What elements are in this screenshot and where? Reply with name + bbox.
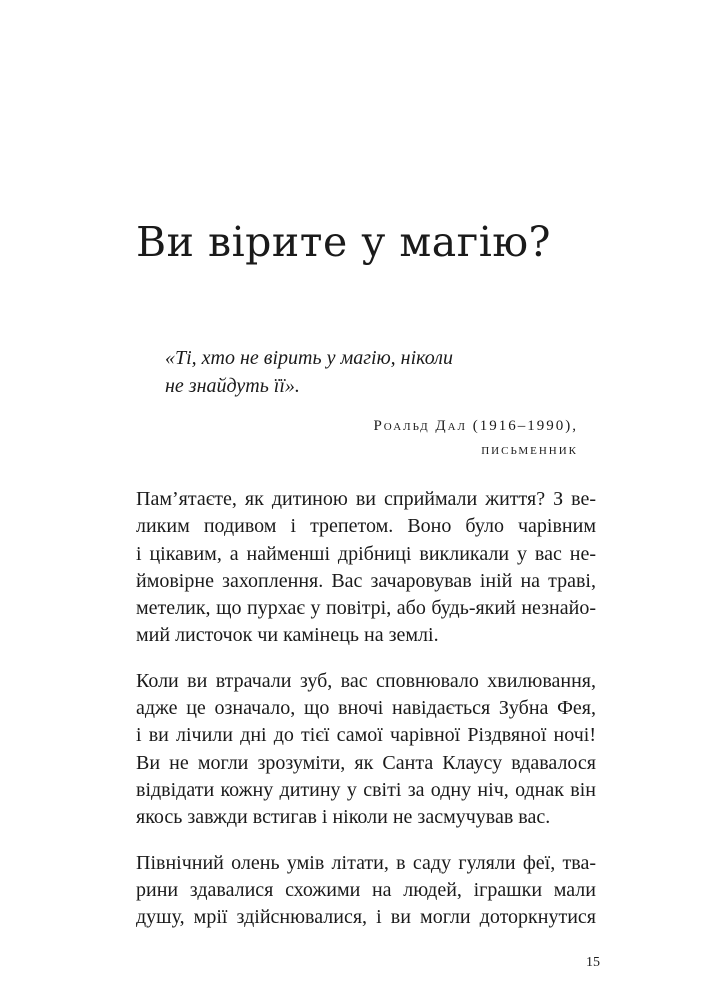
text-line: метелик, що пурхає у повітрі, або будь-який незнайо-	[136, 597, 596, 620]
text-line: якось завжди встигав і ніколи не засмучував вас.	[136, 806, 551, 829]
text-line: Коли ви втрачали зуб, вас сповнювало хвилювання,	[136, 669, 596, 692]
epigraph	[165, 344, 605, 462]
text-line: рини здавалися схожими на людей, іграшки мали	[136, 878, 596, 901]
epigraph-quote-line: «Ті, хто не вірить у магію, ніколи	[165, 347, 453, 369]
text-line: Північний олень умів літати, в саду гуляли феї, тва-	[136, 851, 596, 874]
page-number: 15	[586, 955, 600, 970]
chapter-title: Ви вірите у магію?	[136, 218, 551, 266]
epigraph-author: Роальд Дал (1916–1990),	[373, 418, 578, 434]
body-text	[136, 486, 596, 949]
text-line: адже це означало, що вночі навідається Зубна Фея,	[136, 697, 596, 720]
paragraph	[136, 486, 596, 650]
epigraph-quote	[165, 344, 605, 400]
paragraph	[136, 850, 596, 932]
epigraph-quote-line: не знайдуть її».	[165, 375, 300, 397]
text-line: Пам’ятаєте, як дитиною ви сприймали життя? З ве-	[136, 488, 596, 510]
paragraph	[136, 668, 596, 832]
epigraph-role: письменник	[481, 442, 578, 458]
text-line: ймовірне захоплення. Вас зачаровував іній на траві,	[136, 569, 596, 592]
text-line: душу, мрії здійснювалися, і ви могли доторкнутися	[136, 906, 596, 929]
epigraph-attribution	[288, 414, 578, 462]
text-line: Ви не могли зрозуміти, як Санта Клаусу вдавалося	[136, 751, 596, 774]
text-line: і цікавим, а найменші дрібниці викликали у вас не-	[136, 542, 596, 565]
text-line: ликим подивом і трепетом. Воно було чарівним	[136, 515, 596, 538]
text-line: і ви лічили дні до тієї самої чарівної Різдвяної ночі!	[136, 724, 596, 747]
text-line: мий листочок чи камінець на землі.	[136, 624, 439, 647]
text-line: відвідати кожну дитину у світі за одну ніч, однак він	[136, 778, 596, 801]
